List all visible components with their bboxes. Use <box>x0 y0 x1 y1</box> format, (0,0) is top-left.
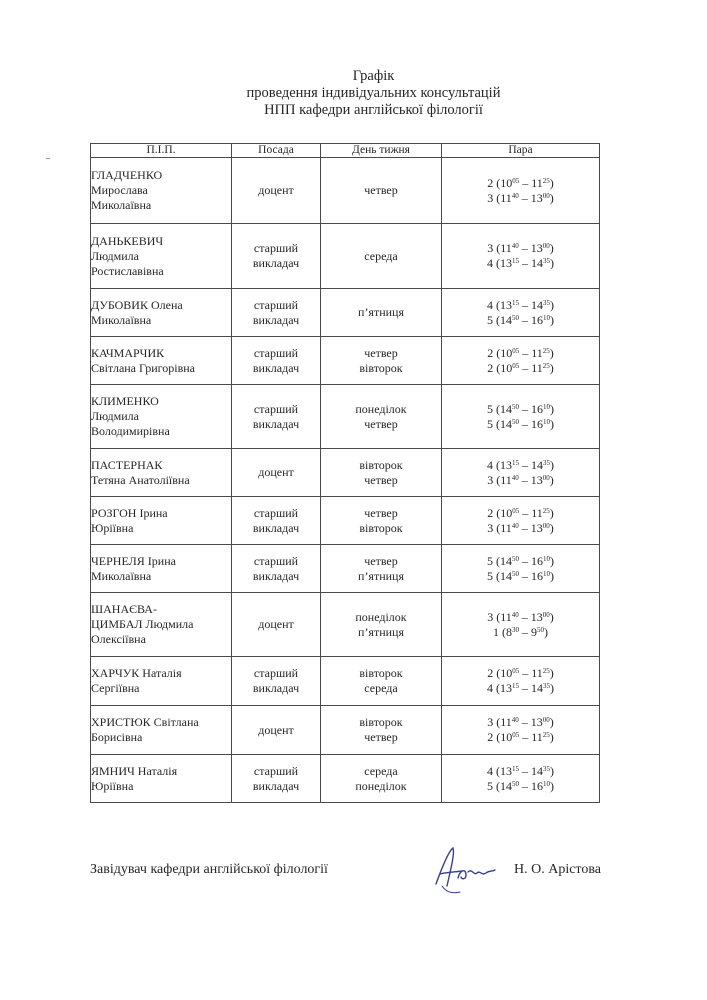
start-hour: 10 <box>500 505 513 520</box>
end-hour: 16 <box>531 416 543 431</box>
cell-pair <box>442 755 600 803</box>
pair-line: 2 $(10^{05} - 11^{25})$ <box>487 360 554 375</box>
name-line: ПАСТЕРНАК <box>91 457 163 472</box>
start-hour: 10 <box>500 175 513 190</box>
day-line: четвер <box>364 553 398 568</box>
table-row <box>91 545 600 593</box>
name-line: Миколаївна <box>91 312 152 327</box>
pair-line: 5 $(14^{50} - 16^{10})$ <box>487 553 554 568</box>
start-minute: 15 <box>512 682 519 690</box>
pair-number: 3 <box>487 520 494 535</box>
cell-day <box>321 657 442 706</box>
position-line: доцент <box>258 617 294 631</box>
name-line: Тетяна Анатоліївна <box>91 472 190 487</box>
cell-pair <box>442 158 600 224</box>
end-minute: 35 <box>543 458 550 467</box>
department-head-name: Н. О. Арістова <box>514 862 602 877</box>
start-hour: 13 <box>500 256 512 270</box>
cell-name <box>91 224 232 289</box>
pair-number: 4 <box>487 457 493 472</box>
end-hour: 13 <box>530 472 543 487</box>
start-minute: 40 <box>511 521 519 530</box>
cell-position <box>232 158 321 224</box>
name-line: Олексіївна <box>91 632 146 646</box>
cell-day <box>321 224 442 289</box>
position-line: доцент <box>258 722 294 737</box>
pair-number: 3 <box>487 190 494 205</box>
header-pair: Пара <box>442 144 600 158</box>
start-minute: 50 <box>512 779 519 788</box>
cell-name <box>91 657 232 706</box>
start-minute: 05 <box>512 731 520 739</box>
cell-position <box>232 593 321 657</box>
end-minute: 25 <box>542 346 550 355</box>
pair-line: 2 $(10^{05} - 11^{25})$ <box>487 730 554 744</box>
end-minute: 50 <box>537 625 544 634</box>
name-line: Володимирівна <box>91 424 170 438</box>
end-minute: 00 <box>542 473 550 482</box>
pair-number: 5 <box>487 401 493 416</box>
pair-line: 3 $(11^{40} - 13^{00})$ <box>487 520 554 535</box>
end-hour: 13 <box>530 241 543 255</box>
end-minute: 25 <box>542 176 550 185</box>
name-line: Борисівна <box>91 730 143 744</box>
cell-pair <box>442 337 600 385</box>
position-line: старший <box>253 553 299 568</box>
pair-number: 4 <box>487 681 493 695</box>
day-line: середа <box>364 248 398 263</box>
end-minute: 10 <box>543 569 550 578</box>
end-minute: 25 <box>542 506 550 515</box>
start-hour: 13 <box>500 681 512 695</box>
pair-line: 2 $(10^{05} - 11^{25})$ <box>487 345 554 360</box>
start-minute: 40 <box>511 716 519 724</box>
pair-number: 5 <box>487 553 493 568</box>
table-row <box>91 289 600 337</box>
cell-pair <box>442 224 600 289</box>
day-line: четвер <box>364 345 398 360</box>
pair-line: 5 $(14^{50} - 16^{10})$ <box>487 416 554 431</box>
start-hour: 10 <box>500 730 513 744</box>
name-line: ШАНАЄВА- <box>91 602 157 616</box>
end-minute: 10 <box>543 779 550 788</box>
scan-mark <box>46 158 50 159</box>
cell-name <box>91 449 232 497</box>
end-minute: 35 <box>543 257 550 265</box>
start-hour: 8 <box>506 624 512 639</box>
start-minute: 05 <box>512 361 520 370</box>
name-line: Людмила <box>91 409 139 423</box>
pair-number: 2 <box>487 666 494 680</box>
pair-number: 4 <box>487 256 493 270</box>
table-row <box>91 337 600 385</box>
position-line: викладач <box>252 681 300 695</box>
pair-number: 1 <box>493 624 499 639</box>
pair-number: 3 <box>487 715 494 729</box>
end-hour: 11 <box>531 505 543 520</box>
day-line: вівторок <box>359 715 403 729</box>
pair-number: 5 <box>487 416 493 431</box>
table-row <box>91 593 600 657</box>
cell-day <box>321 449 442 497</box>
table-row <box>91 224 600 289</box>
start-hour: 14 <box>500 416 512 431</box>
start-hour: 11 <box>500 715 512 729</box>
end-hour: 16 <box>531 778 543 793</box>
cell-position <box>232 545 321 593</box>
start-minute: 05 <box>512 176 520 185</box>
end-minute: 25 <box>542 667 550 675</box>
cell-position <box>232 706 321 755</box>
cell-day <box>321 497 442 545</box>
table-row <box>91 158 600 224</box>
pair-line: 1 $(8^{30} - 9^{50})$ <box>493 624 548 639</box>
pair-line: 3 $(11^{40} - 13^{00})$ <box>487 715 554 729</box>
table-row <box>91 385 600 449</box>
day-line: вівторок <box>359 520 403 535</box>
end-minute: 35 <box>543 298 550 307</box>
end-minute: 35 <box>543 764 550 773</box>
day-line: понеділок <box>355 778 407 793</box>
cell-position <box>232 385 321 449</box>
cell-pair <box>442 657 600 706</box>
position-line: старший <box>253 241 299 255</box>
title-line-3: НПП кафедри англійської філології <box>264 102 483 118</box>
start-minute: 50 <box>512 313 519 322</box>
name-line: ХРИСТЮК Світлана <box>91 715 199 729</box>
end-minute: 10 <box>543 554 550 563</box>
pair-line: 3 $(11^{40} - 13^{00})$ <box>487 472 554 487</box>
end-hour: 16 <box>531 312 543 327</box>
start-minute: 40 <box>511 242 519 250</box>
end-hour: 11 <box>531 666 543 680</box>
cell-pair <box>442 449 600 497</box>
end-hour: 14 <box>531 256 543 270</box>
day-line: вівторок <box>359 666 403 680</box>
pair-number: 2 <box>487 360 494 375</box>
table-header-row <box>91 144 600 158</box>
name-line: Юріївна <box>91 520 134 535</box>
day-line: п’ятниця <box>358 305 404 319</box>
pair-line: 4 $(13^{15} - 14^{35})$ <box>487 763 554 778</box>
consultation-schedule-table <box>90 143 600 803</box>
end-minute: 10 <box>543 402 550 411</box>
cell-position <box>232 755 321 803</box>
title-line-2: проведення індивідуальних консультацій <box>246 85 501 101</box>
day-line: четвер <box>364 505 398 520</box>
position-line: старший <box>253 505 299 520</box>
day-line: четвер <box>364 730 398 744</box>
cell-name <box>91 289 232 337</box>
name-line: ГЛАДЧЕНКО <box>91 168 163 182</box>
cell-pair <box>442 706 600 755</box>
cell-name <box>91 385 232 449</box>
name-line: РОЗГОН Ірина <box>91 505 168 520</box>
name-line: Сергіївна <box>91 681 140 695</box>
cell-name <box>91 706 232 755</box>
start-minute: 15 <box>512 458 519 467</box>
start-hour: 14 <box>500 553 512 568</box>
position-line: викладач <box>252 778 300 793</box>
cell-pair <box>442 289 600 337</box>
cell-name <box>91 593 232 657</box>
end-minute: 00 <box>542 191 550 200</box>
day-line: вівторок <box>359 360 403 375</box>
name-line: Ростиславівна <box>91 263 164 278</box>
pair-number: 5 <box>487 312 493 327</box>
name-line: ДУБОВИК Олена <box>91 297 183 312</box>
pair-number: 2 <box>487 730 494 744</box>
cell-position <box>232 657 321 706</box>
name-line: Миколаївна <box>91 198 152 212</box>
cell-day <box>321 545 442 593</box>
pair-line: 5 $(14^{50} - 16^{10})$ <box>487 778 554 793</box>
start-minute: 15 <box>512 257 519 265</box>
pair-number: 5 <box>487 778 493 793</box>
cell-position <box>232 289 321 337</box>
pair-line: 2 $(10^{05} - 11^{25})$ <box>487 175 554 190</box>
name-line: ХАРЧУК Наталія <box>91 666 182 680</box>
end-hour: 13 <box>530 520 543 535</box>
day-line: понеділок <box>355 401 407 416</box>
pair-number: 4 <box>487 763 493 778</box>
name-line: Миколаївна <box>91 568 152 583</box>
name-line: ЯМНИЧ Наталія <box>91 763 178 778</box>
pair-line: 5 $(14^{50} - 16^{10})$ <box>487 568 554 583</box>
end-hour: 11 <box>531 345 543 360</box>
end-minute: 00 <box>542 242 550 250</box>
pair-line: 3 $(11^{40} - 13^{00})$ <box>487 190 554 205</box>
end-hour: 14 <box>531 763 543 778</box>
day-line: середа <box>364 763 398 778</box>
name-line: ЧЕРНЕЛЯ Ірина <box>91 553 176 568</box>
position-line: старший <box>253 763 299 778</box>
start-hour: 10 <box>500 666 513 680</box>
start-minute: 15 <box>512 298 519 307</box>
start-hour: 13 <box>500 763 512 778</box>
start-hour: 11 <box>500 190 512 205</box>
header-day: День тижня <box>321 144 442 158</box>
start-hour: 14 <box>500 312 512 327</box>
position-line: старший <box>253 666 299 680</box>
end-hour: 11 <box>531 175 543 190</box>
start-minute: 05 <box>512 667 520 675</box>
pair-number: 2 <box>487 175 494 190</box>
table-row <box>91 706 600 755</box>
table-row <box>91 657 600 706</box>
day-line: четвер <box>364 472 398 487</box>
end-hour: 11 <box>531 730 543 744</box>
cell-day <box>321 706 442 755</box>
start-minute: 50 <box>512 554 519 563</box>
start-hour: 14 <box>500 568 512 583</box>
start-hour: 11 <box>500 472 512 487</box>
start-minute: 50 <box>512 569 519 578</box>
end-minute: 00 <box>542 716 550 724</box>
end-hour: 13 <box>530 190 543 205</box>
start-hour: 13 <box>500 457 512 472</box>
cell-position <box>232 224 321 289</box>
end-hour: 9 <box>531 624 537 639</box>
end-hour: 16 <box>531 553 543 568</box>
day-line: вівторок <box>359 457 403 472</box>
day-line: четвер <box>364 416 398 431</box>
day-line: понеділок <box>355 609 407 624</box>
table-row <box>91 755 600 803</box>
position-line: доцент <box>258 465 294 479</box>
position-line: доцент <box>258 183 294 197</box>
position-line: старший <box>253 345 299 360</box>
start-minute: 50 <box>512 402 519 411</box>
pair-line: 2 $(10^{05} - 11^{25})$ <box>487 505 554 520</box>
start-minute: 40 <box>511 191 519 200</box>
day-line: четвер <box>364 183 398 197</box>
end-minute: 00 <box>542 521 550 530</box>
pair-number: 3 <box>487 472 494 487</box>
header-position: Посада <box>232 144 321 158</box>
name-line: Людмила <box>91 248 139 263</box>
end-hour: 14 <box>531 457 543 472</box>
table-row <box>91 449 600 497</box>
pair-line: 3 $(11^{40} - 13^{00})$ <box>487 609 554 624</box>
name-line: ЦИМБАЛ Людмила <box>91 617 194 631</box>
cell-pair <box>442 385 600 449</box>
name-line: Мирослава <box>91 183 148 197</box>
start-hour: 13 <box>500 297 512 312</box>
position-line: викладач <box>252 312 300 327</box>
name-line: КЛИМЕНКО <box>91 394 159 408</box>
position-line: викладач <box>252 568 300 583</box>
start-hour: 10 <box>500 345 513 360</box>
signature-icon <box>422 842 502 896</box>
pair-line: 3 $(11^{40} - 13^{00})$ <box>487 241 554 255</box>
position-line: викладач <box>252 256 300 270</box>
cell-pair <box>442 593 600 657</box>
cell-name <box>91 337 232 385</box>
cell-position <box>232 337 321 385</box>
footer-role: Завідувач кафедри англійської філології <box>90 862 328 877</box>
position-line: викладач <box>252 360 300 375</box>
pair-line: 5 $(14^{50} - 16^{10})$ <box>487 401 554 416</box>
cell-name <box>91 497 232 545</box>
day-line: середа <box>364 681 398 695</box>
end-hour: 14 <box>531 297 543 312</box>
pair-number: 4 <box>487 297 493 312</box>
end-minute: 10 <box>543 417 550 426</box>
end-minute: 25 <box>542 361 550 370</box>
cell-day <box>321 593 442 657</box>
name-line: Юріївна <box>91 778 134 793</box>
cell-day <box>321 337 442 385</box>
pair-number: 2 <box>487 345 494 360</box>
start-minute: 30 <box>512 625 519 634</box>
end-hour: 13 <box>530 609 543 624</box>
cell-day <box>321 289 442 337</box>
end-minute: 10 <box>543 313 550 322</box>
pair-line: 4 $(13^{15} - 14^{35})$ <box>487 256 554 270</box>
title-line-1: Графік <box>352 68 395 84</box>
start-hour: 10 <box>500 360 513 375</box>
start-hour: 14 <box>500 778 512 793</box>
pair-line: 4 $(13^{15} - 14^{35})$ <box>487 297 554 312</box>
position-line: викладач <box>252 416 300 431</box>
cell-pair <box>442 497 600 545</box>
pair-line: 5 $(14^{50} - 16^{10})$ <box>487 312 554 327</box>
position-line: викладач <box>252 520 300 535</box>
pair-line: 4 $(13^{15} - 14^{35})$ <box>487 681 554 695</box>
end-minute: 25 <box>542 731 550 739</box>
position-line: старший <box>253 401 299 416</box>
pair-number: 5 <box>487 568 493 583</box>
cell-day <box>321 158 442 224</box>
header-name: П.І.П. <box>91 144 232 158</box>
position-line: старший <box>253 297 299 312</box>
cell-name <box>91 755 232 803</box>
day-line: п’ятниця <box>358 568 404 583</box>
pair-number: 3 <box>487 241 494 255</box>
start-hour: 11 <box>500 520 512 535</box>
pair-line: 2 $(10^{05} - 11^{25})$ <box>487 666 554 680</box>
start-minute: 15 <box>512 764 519 773</box>
pair-line: 4 $(13^{15} - 14^{35})$ <box>487 457 554 472</box>
end-hour: 13 <box>530 715 543 729</box>
start-hour: 11 <box>500 241 512 255</box>
day-line: п’ятниця <box>358 624 404 639</box>
cell-name <box>91 158 232 224</box>
end-hour: 14 <box>531 681 543 695</box>
end-hour: 11 <box>531 360 543 375</box>
start-minute: 40 <box>511 473 519 482</box>
start-minute: 50 <box>512 417 519 426</box>
end-minute: 35 <box>543 682 550 690</box>
start-minute: 05 <box>512 506 520 515</box>
table-row <box>91 497 600 545</box>
pair-number: 2 <box>487 505 494 520</box>
document-title <box>0 68 707 119</box>
cell-day <box>321 385 442 449</box>
name-line: КАЧМАРЧИК <box>91 345 165 360</box>
pair-number: 3 <box>487 609 494 624</box>
start-hour: 11 <box>500 609 512 624</box>
cell-name <box>91 545 232 593</box>
cell-position <box>232 497 321 545</box>
start-minute: 05 <box>512 346 520 355</box>
end-minute: 00 <box>542 610 550 619</box>
end-hour: 16 <box>531 401 543 416</box>
cell-position <box>232 449 321 497</box>
name-line: ДАНЬКЕВИЧ <box>91 233 164 248</box>
end-hour: 16 <box>531 568 543 583</box>
name-line: Світлана Григорівна <box>91 360 195 375</box>
start-minute: 40 <box>511 610 519 619</box>
cell-day <box>321 755 442 803</box>
cell-pair <box>442 545 600 593</box>
start-hour: 14 <box>500 401 512 416</box>
